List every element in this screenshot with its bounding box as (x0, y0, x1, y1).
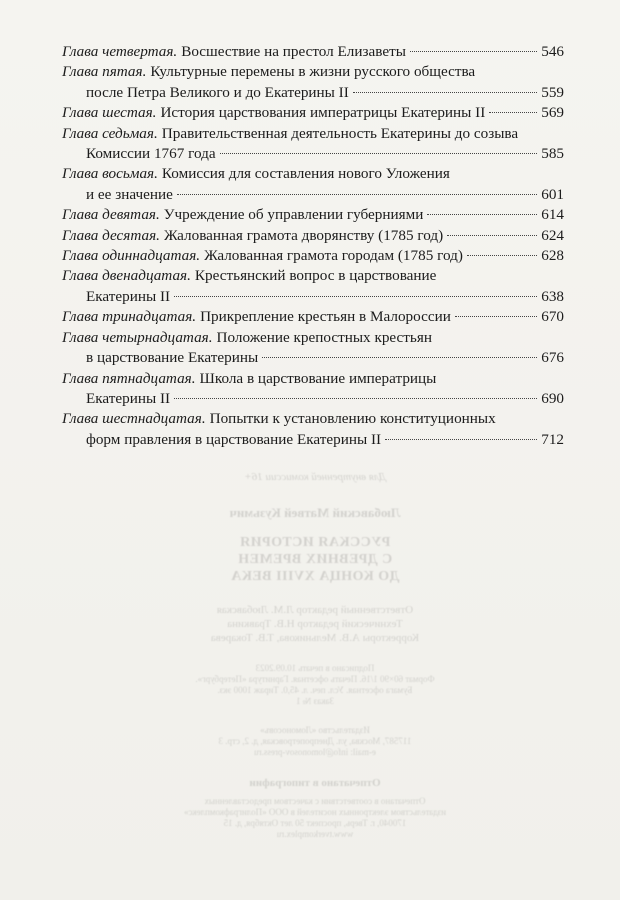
bleed-imprint: Подписано в печать 10.09.2023 (255, 663, 375, 673)
toc-entry (62, 62, 564, 103)
chapter-title: Крестьянский вопрос в царствование (194, 267, 437, 285)
chapter-label: Глава пятая. (62, 63, 147, 81)
chapter-label: Глава двенадцатая. (62, 267, 191, 285)
chapter-title: в царствование Екатерины (86, 349, 259, 367)
dot-leader (262, 357, 537, 358)
page-number: 624 (541, 226, 564, 244)
chapter-title: Правительственная деятельность Екатерины до созыва (161, 124, 519, 142)
dot-leader (455, 316, 537, 317)
toc-line (62, 266, 564, 286)
bleed-heading-3: ДО КОНЦА XVIII ВЕКА (230, 569, 400, 584)
chapter-title: Восшествие на престол Елизаветы (181, 43, 406, 60)
bleed-imprint: Бумага офсетная. Усл. печ. л. 45,0. Тираж 1000 экз. (217, 685, 413, 695)
bleed-publisher: Издательство «Ломоносовъ» (260, 725, 370, 735)
page-number: 601 (541, 185, 564, 203)
chapter-label: Глава шестнадцатая. (62, 410, 206, 428)
chapter-title: Прикрепление крестьян в Малороссии (200, 308, 451, 326)
bleed-note: Для внутренней комиссии 16+ (244, 471, 386, 483)
chapter-title: Жалованная грамота дворянству (1785 год) (163, 226, 444, 244)
toc-line (62, 205, 564, 225)
chapter-title: Положение крепостных крестьян (216, 328, 432, 346)
toc-entry (62, 409, 564, 450)
toc-entry (62, 226, 564, 246)
chapter-label: Глава десятая. (62, 226, 160, 244)
dot-leader (447, 235, 537, 236)
chapter-label: Глава восьмая. (62, 165, 158, 183)
page-number: 712 (541, 430, 564, 448)
toc-line (62, 226, 564, 246)
bleed-publisher: e-mail: info@lomonosov-press.ru (254, 747, 376, 757)
page-number: 569 (541, 104, 564, 122)
dot-leader (467, 255, 537, 256)
chapter-label: Глава пятнадцатая. (62, 369, 196, 387)
dot-leader (174, 296, 537, 297)
page-number: 670 (541, 308, 564, 326)
dot-leader (427, 214, 537, 215)
toc-entry (62, 164, 564, 205)
toc-line (62, 42, 564, 62)
page-number: 614 (541, 206, 564, 224)
chapter-title: Комиссии 1767 года (86, 145, 216, 163)
bleed-credit: Ответственный редактор Л.М. Любавская (216, 604, 414, 616)
toc-line (62, 369, 564, 389)
dot-leader (177, 194, 537, 195)
chapter-title: форм правления в царствование Екатерины II (86, 430, 382, 448)
chapter-label: Глава седьмая. (62, 124, 158, 142)
table-of-contents (62, 42, 564, 450)
bleed-through-text (150, 470, 480, 870)
toc-line (62, 62, 564, 82)
chapter-title: Учреждение об управлении губерниями (163, 206, 424, 224)
chapter-label: Глава шестая. (62, 104, 157, 122)
toc-line (62, 124, 564, 144)
chapter-label: Глава четвертая. (62, 43, 178, 60)
toc-entry (62, 369, 564, 410)
bleed-printer: издательством электронных носителей в ООО «Полиграфкомплекс» (183, 807, 447, 817)
bleed-printer: 170040, г. Тверь, проспект 50 лет Октября, д. 15 (223, 818, 407, 828)
toc-line (62, 348, 564, 368)
bleed-author: Любавский Матвей Кузьмич (229, 505, 401, 520)
chapter-title: и ее значение (86, 185, 173, 203)
dot-leader (489, 112, 537, 113)
page-number: 676 (541, 349, 564, 367)
chapter-label: Глава четырнадцатая. (62, 328, 213, 346)
chapter-title: Попытки к установлению конституционных (209, 410, 496, 428)
toc-line (62, 287, 564, 307)
toc-line (62, 164, 564, 184)
chapter-title: Культурные перемены в жизни русского общества (150, 63, 476, 81)
toc-entry (62, 328, 564, 369)
page-number: 559 (541, 83, 564, 101)
chapter-title: История царствования императрицы Екатерины II (160, 104, 486, 122)
chapter-label: Глава девятая. (62, 206, 160, 224)
chapter-label: Глава одиннадцатая. (62, 247, 201, 265)
toc-entry (62, 205, 564, 225)
toc-line (62, 103, 564, 123)
chapter-title: Екатерины II (86, 287, 171, 305)
toc-entry (62, 307, 564, 327)
page-number: 690 (541, 389, 564, 407)
bleed-credit: Корректоры А.В. Мельникова, Т.В. Токарева (210, 632, 420, 644)
toc-entry (62, 42, 564, 62)
toc-line (62, 409, 564, 429)
bleed-imprint: Формат 60×90 1/16. Печать офсетная. Гарнитура «Петербург». (195, 674, 435, 684)
toc-line (62, 246, 564, 266)
toc-entry (62, 103, 564, 123)
bleed-heading-2: С ДРЕВНИХ ВРЕМЕН (237, 552, 393, 567)
toc-entry (62, 246, 564, 266)
bleed-printer-heading: Отпечатано в типографии (249, 777, 381, 789)
bleed-imprint: Заказ № 1 (296, 696, 334, 706)
bleed-heading-1: РУССКАЯ ИСТОРИЯ (239, 535, 391, 550)
dot-leader (353, 92, 537, 93)
toc-line (62, 144, 564, 164)
dot-leader (385, 439, 537, 440)
bleed-publisher: 117587, Москва, ул. Днепропетровская, д. 2, стр. 3 (218, 736, 412, 746)
chapter-title: Екатерины II (86, 389, 171, 407)
toc-entry (62, 266, 564, 307)
toc-entry (62, 124, 564, 165)
page-number: 546 (541, 43, 564, 60)
page-number: 585 (541, 145, 564, 163)
toc-line (62, 389, 564, 409)
toc-line (62, 430, 564, 450)
dot-leader (410, 51, 537, 52)
dot-leader (174, 398, 537, 399)
chapter-label: Глава тринадцатая. (62, 308, 197, 326)
chapter-title: Жалованная грамота городам (1785 год) (204, 247, 463, 265)
toc-line (62, 328, 564, 348)
chapter-title: после Петра Великого и до Екатерины II (86, 83, 349, 101)
bleed-printer: Отпечатано в соответствии с качеством предоставленных (204, 796, 426, 806)
dot-leader (220, 153, 538, 154)
toc-line (62, 307, 564, 327)
toc-line (62, 83, 564, 103)
bleed-credit: Технический редактор Н.В. Травкина (227, 618, 403, 630)
page-number: 638 (541, 287, 564, 305)
toc-line (62, 185, 564, 205)
chapter-title: Комиссия для составления нового Уложения (161, 165, 450, 183)
chapter-title: Школа в царствование императрицы (199, 369, 437, 387)
bleed-printer: www.tverkomplex.ru (276, 829, 354, 839)
page-number: 628 (541, 247, 564, 265)
